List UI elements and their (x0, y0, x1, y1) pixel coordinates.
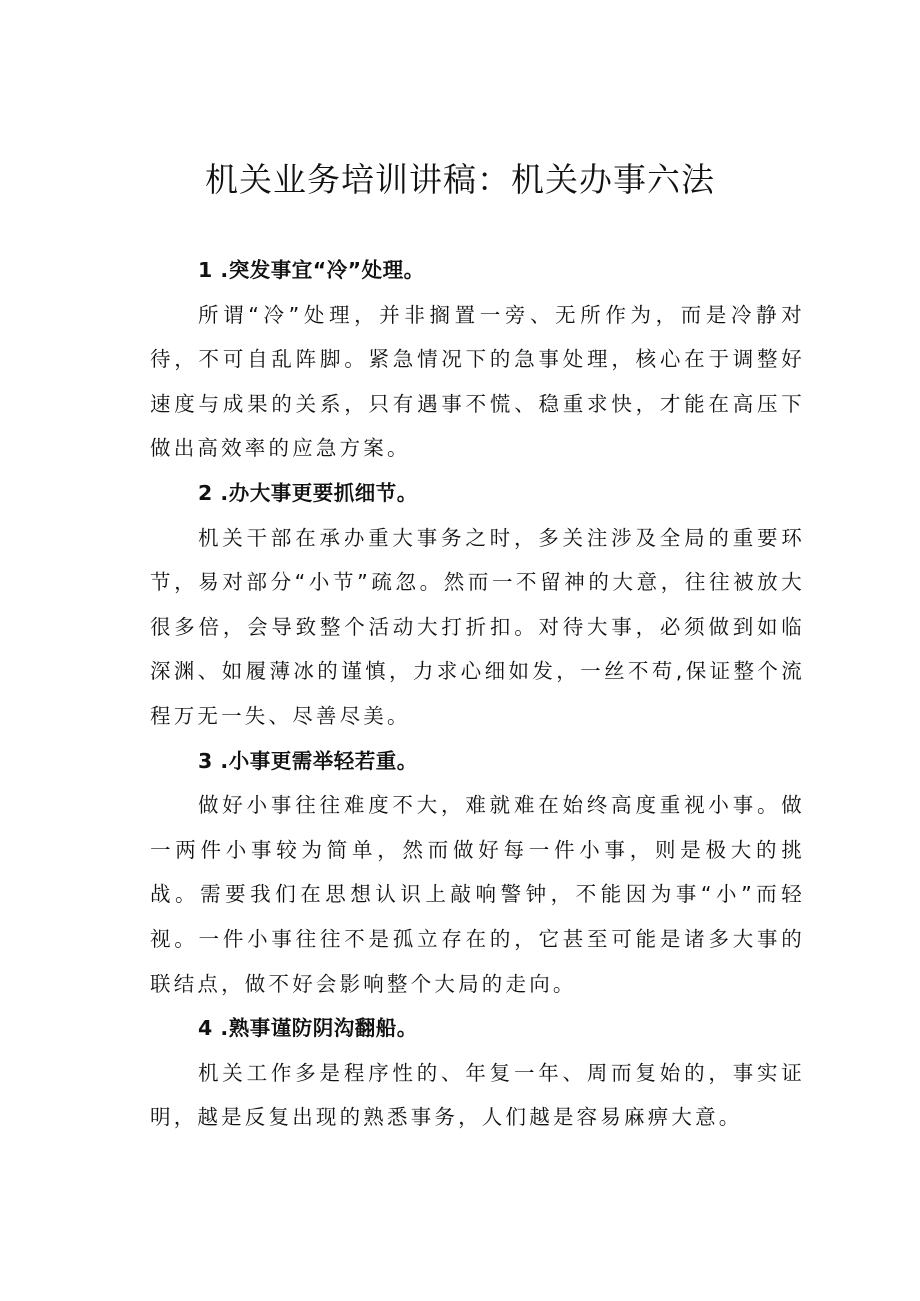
section-paragraph-2: 机关干部在承办重大事务之时，多关注涉及全局的重要环节，易对部分“小节”疏忽。然而一不留神的大意，往往被放大很多倍，会导致整个活动大打折扣。对待大事，必须做到如临深渊、如履薄冰的谨慎，力求心细如发，一丝不苟,保证整个流程万无一失、尽善尽美。 (150, 525, 805, 728)
section-heading-2: 2 .办大事更要抓细节。 (198, 480, 418, 505)
section-paragraph-4: 机关工作多是程序性的、年复一年、周而复始的，事实证明，越是反复出现的熟悉事务，人们越是容易麻痹大意。 (150, 1060, 805, 1130)
section-heading-3: 3 .小事更需举轻若重。 (198, 748, 418, 773)
section-paragraph-1: 所谓“冷”处理，并非搁置一旁、无所作为，而是冷静对待，不可自乱阵脚。紧急情况下的急事处理，核心在于调整好速度与成果的关系，只有遇事不慌、稳重求快，才能在高压下做出高效率的应急方案。 (150, 302, 805, 461)
document-body (150, 248, 805, 1140)
section-heading-1: 1 .突发事宜“冷”处理。 (198, 258, 425, 282)
document-title: 机关业务培训讲稿：机关办事六法 (205, 160, 715, 199)
section-heading-4: 4 .熟事谨防阴沟翻船。 (198, 1016, 418, 1041)
section-paragraph-3: 做好小事往往难度不大，难就难在始终高度重视小事。做一两件小事较为简单，然而做好每一件小事，则是极大的挑战。需要我们在思想认识上敲响警钟，不能因为事“小”而轻视。一件小事往往不是孤立存在的，它甚至可能是诸多大事的联结点，做不好会影响整个大局的走向。 (150, 793, 805, 996)
